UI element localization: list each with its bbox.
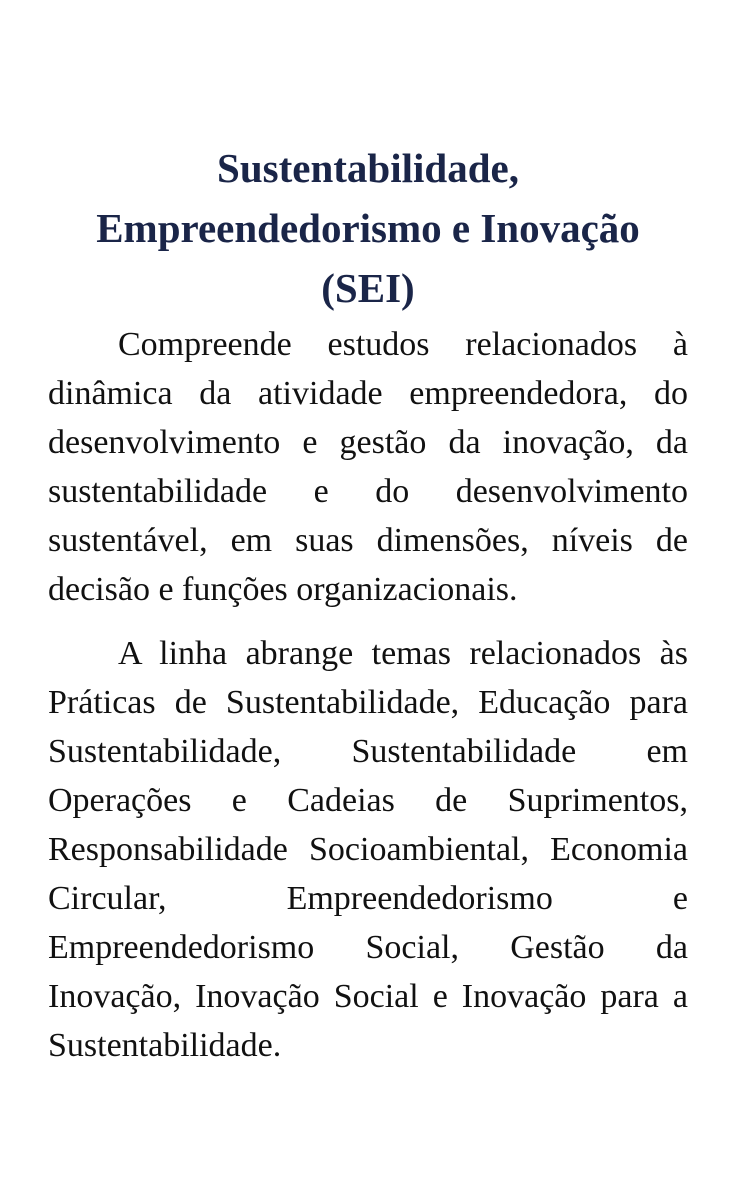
title-line-2: Empreendedorismo e Inovação [96,205,640,251]
description-paragraph-2: A linha abrange temas relacionados às Práticas de Sustentabilidade, Educação para Sustentabilidade, Sustentabilidade em Operações e Cadeias de Suprimentos, Responsabilidade Socioambiental, Economia Circular, Empreendedorismo e Empreendedorismo Social, Gestão da Inovação, Inovação Social e Inovação para a Sustentabilidade. [48,635,688,1064]
page-title [48,138,688,318]
title-line-1: Sustentabilidade, [217,145,519,191]
title-line-3: (SEI) [321,265,415,311]
description-paragraph-1: Compreende estudos relacionados à dinâmica da atividade empreendedora, do desenvolvimento e gestão da inovação, da sustentabilidade e do desenvolvimento sustentável, em suas dimensões, níveis de decisão e funções organizacionais. [48,326,688,608]
